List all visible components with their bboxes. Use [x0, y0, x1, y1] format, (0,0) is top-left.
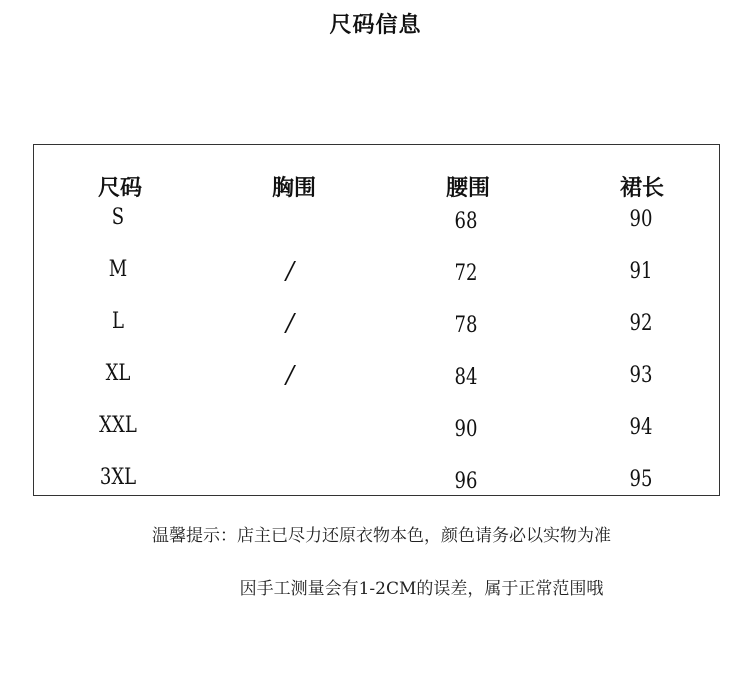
waist-cell: 68	[454, 209, 478, 234]
page-title: 尺码信息	[329, 13, 422, 38]
chest-cell: /	[285, 361, 295, 389]
header-chest: 胸围	[271, 176, 316, 201]
size-table	[33, 144, 720, 496]
length-cell: 90	[629, 207, 653, 232]
size-cell: XL	[105, 361, 131, 386]
size-cell: M	[108, 257, 128, 282]
chest-cell: /	[285, 257, 295, 285]
header-waist: 腰围	[445, 176, 490, 201]
header-size: 尺码	[97, 176, 142, 201]
waist-cell: 84	[454, 365, 478, 390]
waist-cell: 90	[454, 417, 478, 442]
color-notice: 温馨提示：店主已尽力还原衣物本色，颜色请务必以实物为准	[152, 526, 611, 546]
length-cell: 94	[629, 415, 653, 440]
measurement-notice: 因手工测量会有1-2CM的误差，属于正常范围哦	[239, 579, 604, 599]
length-cell: 93	[629, 363, 653, 388]
size-cell: XXL	[99, 413, 137, 438]
header-length: 裙长	[619, 176, 664, 201]
size-cell: 3XL	[99, 465, 137, 490]
size-cell: L	[112, 309, 124, 334]
waist-cell: 78	[454, 313, 478, 338]
chest-cell: /	[285, 309, 295, 337]
length-cell: 92	[629, 311, 653, 336]
length-cell: 91	[629, 259, 653, 284]
waist-cell: 96	[454, 469, 478, 494]
size-cell: S	[111, 205, 125, 230]
length-cell: 95	[629, 467, 653, 492]
waist-cell: 72	[454, 261, 478, 286]
